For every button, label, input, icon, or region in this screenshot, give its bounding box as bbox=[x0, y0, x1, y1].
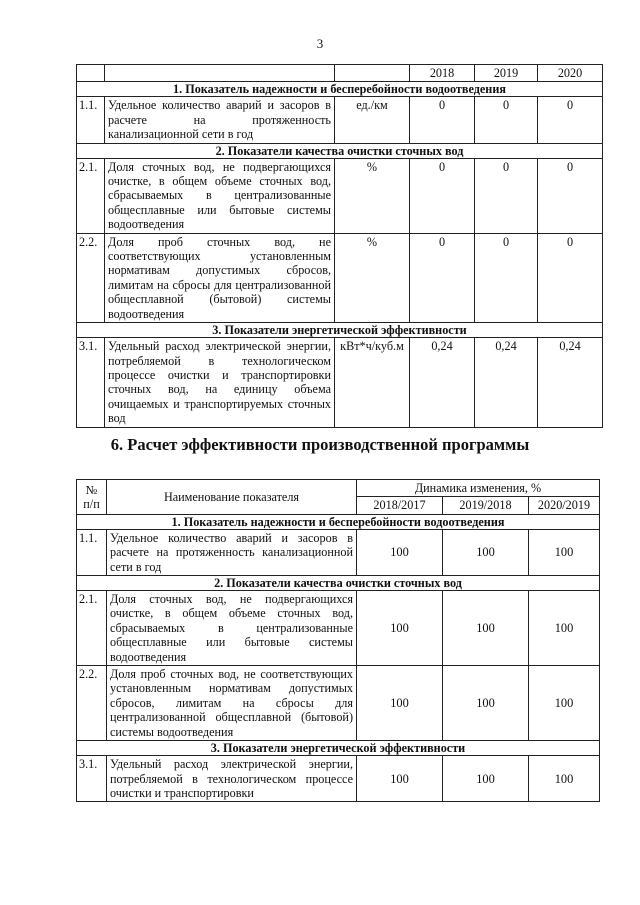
value-cell: 0 bbox=[475, 233, 538, 322]
value-cell: 100 bbox=[443, 756, 529, 802]
table-row bbox=[77, 591, 600, 666]
value-cell: 100 bbox=[443, 666, 529, 741]
value-cell: 0 bbox=[410, 97, 475, 143]
value-cell: 0 bbox=[410, 158, 475, 233]
indicator-name: Удельное количество аварий и засоров в расчете на протяженность канализационной сети в год bbox=[105, 97, 335, 143]
indicator-name: Удельный расход электрической энергии, потребляемой в технологическом процессе очистки и транспортировки сточных вод, на единицу объема очищаемых и транспортируемых сточных вод bbox=[105, 338, 335, 427]
table-row bbox=[77, 158, 603, 233]
value-cell: 0 bbox=[410, 233, 475, 322]
year-header: 2018 bbox=[410, 65, 475, 82]
year-header: 2020 bbox=[538, 65, 603, 82]
indicator-name: Доля сточных вод, не подвергающихся очистке, в общем объеме сточных вод, сбрасываемых в централизованные общесплавные или бытовые системы водоотведения bbox=[105, 158, 335, 233]
value-cell: 0,24 bbox=[475, 338, 538, 427]
value-cell: 0 bbox=[538, 158, 603, 233]
period-header: 2018/2017 bbox=[357, 497, 443, 514]
section-title: 1. Показатель надежности и бесперебойности водоотведения bbox=[77, 82, 603, 97]
header-empty-cell bbox=[77, 65, 105, 82]
indicator-name: Удельное количество аварий и засоров в расчете на протяженность канализационной сети в год bbox=[107, 529, 357, 575]
value-cell: 100 bbox=[443, 529, 529, 575]
value-cell: 100 bbox=[357, 756, 443, 802]
header-empty-cell bbox=[335, 65, 410, 82]
value-cell: 100 bbox=[529, 529, 600, 575]
row-number: 1.1. bbox=[77, 529, 107, 575]
table-row bbox=[77, 338, 603, 427]
value-cell: 0 bbox=[475, 97, 538, 143]
section-title: 3. Показатели энергетической эффективности bbox=[77, 741, 600, 756]
section-title: 3. Показатели энергетической эффективности bbox=[77, 323, 603, 338]
table-row bbox=[77, 529, 600, 575]
table-row bbox=[77, 756, 600, 802]
row-number: 2.1. bbox=[77, 591, 107, 666]
value-cell: 100 bbox=[357, 666, 443, 741]
section-title: 2. Показатели качества очистки сточных вод bbox=[77, 143, 603, 158]
value-cell: 100 bbox=[357, 591, 443, 666]
table-row bbox=[77, 233, 603, 322]
value-cell: 0,24 bbox=[538, 338, 603, 427]
period-header: 2019/2018 bbox=[443, 497, 529, 514]
section-title: 2. Показатели качества очистки сточных вод bbox=[77, 576, 600, 591]
efficiency-table-header bbox=[77, 480, 600, 497]
page-number: 3 bbox=[316, 36, 324, 51]
row-number: 2.1. bbox=[77, 158, 105, 233]
section-title: 1. Показатель надежности и бесперебойности водоотведения bbox=[77, 514, 600, 529]
value-cell: 100 bbox=[357, 529, 443, 575]
col-header-name: Наименование показателя bbox=[107, 480, 357, 515]
value-cell: 100 bbox=[529, 591, 600, 666]
indicators-table bbox=[76, 64, 603, 428]
row-number: 2.2. bbox=[77, 233, 105, 322]
header-empty-cell bbox=[105, 65, 335, 82]
value-cell: 0,24 bbox=[410, 338, 475, 427]
row-number: 1.1. bbox=[77, 97, 105, 143]
unit: % bbox=[335, 158, 410, 233]
col-header-number: № п/п bbox=[77, 480, 107, 515]
period-header: 2020/2019 bbox=[529, 497, 600, 514]
row-number: 3.1. bbox=[77, 756, 107, 802]
indicator-name: Доля проб сточных вод, не соответствующих установленным нормативам допустимых сбросов, лимитам на сбросы для централизованной общесплавной (бытовой) системы водоотведения bbox=[105, 233, 335, 322]
section-heading: 6. Расчет эффективности производственной программы bbox=[110, 435, 530, 454]
value-cell: 0 bbox=[475, 158, 538, 233]
row-number: 2.2. bbox=[77, 666, 107, 741]
unit: кВт*ч/куб.м bbox=[335, 338, 410, 427]
value-cell: 100 bbox=[529, 666, 600, 741]
indicator-name: Доля проб сточных вод, не соответствующих установленным нормативам допустимых сбросов, лимитам на сбросы для централизованной общесплавной (бытовой) системы водоотведения bbox=[107, 666, 357, 741]
indicator-name: Доля сточных вод, не подвергающихся очистке, в общем объеме сточных вод, сбрасываемых в централизованные общесплавные или бытовые системы водоотведения bbox=[107, 591, 357, 666]
col-header-dynamics: Динамика изменения, % bbox=[357, 480, 600, 497]
value-cell: 0 bbox=[538, 233, 603, 322]
unit: ед./км bbox=[335, 97, 410, 143]
table-row bbox=[77, 666, 600, 741]
unit: % bbox=[335, 233, 410, 322]
row-number: 3.1. bbox=[77, 338, 105, 427]
indicator-name: Удельный расход электрической энергии, потребляемой в технологическом процессе очистки и транспортировки bbox=[107, 756, 357, 802]
value-cell: 100 bbox=[529, 756, 600, 802]
indicators-table-header bbox=[77, 65, 603, 82]
year-header: 2019 bbox=[475, 65, 538, 82]
value-cell: 100 bbox=[443, 591, 529, 666]
efficiency-table bbox=[76, 479, 600, 802]
value-cell: 0 bbox=[538, 97, 603, 143]
table-row bbox=[77, 97, 603, 143]
